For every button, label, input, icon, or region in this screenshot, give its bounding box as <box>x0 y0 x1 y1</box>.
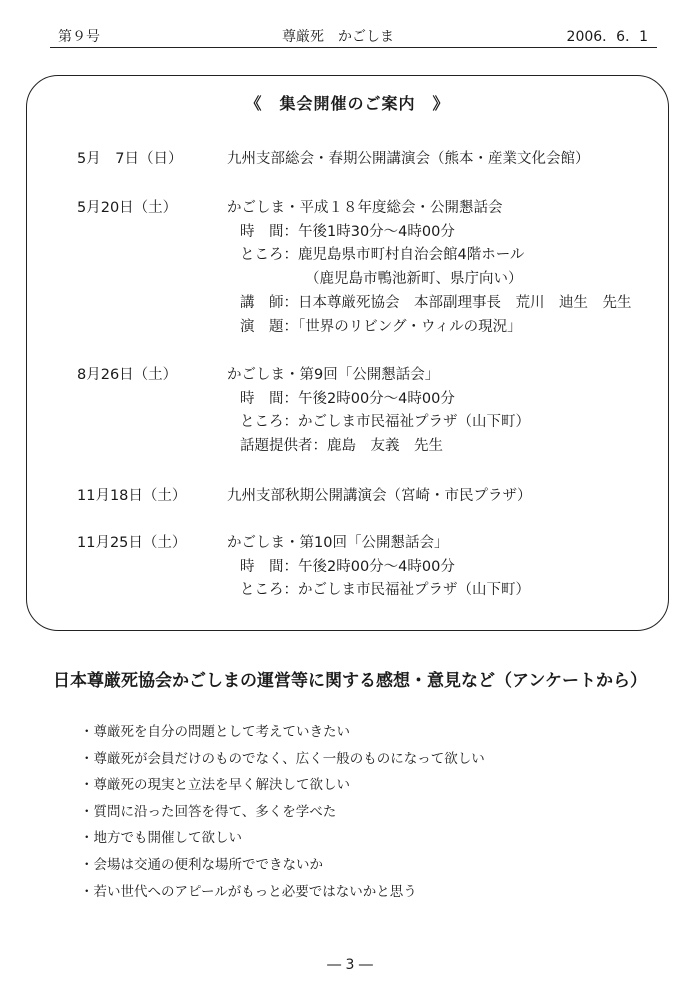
event-detail: 時 間：午後1時30分～4時00分 <box>240 224 455 240</box>
list-item: ・若い世代へのアピールがもっと必要ではないかと思う <box>80 883 417 900</box>
event-detail: 講 師：日本尊厳死協会 本部副理事長 荒川 迪生 先生 <box>240 295 632 311</box>
event-date: 8月26日（土） <box>77 367 178 383</box>
list-item: ・会場は交通の便利な場所でできないか <box>80 856 323 873</box>
event-description: 九州支部秋期公開講演会（宮崎・市民プラザ） <box>227 488 532 504</box>
event-detail: 時 間：午後2時00分～4時00分 <box>240 391 455 407</box>
list-item: ・質問に沿った回答を得て、多くを学べた <box>80 803 337 820</box>
page-header <box>0 26 700 48</box>
page-number: ― 3 ― <box>327 957 373 973</box>
event-date: 5月 7日（日） <box>77 151 183 167</box>
event-description: 九州支部総会・春期公開講演会（熊本・産業文化会館） <box>227 151 590 167</box>
event-description: かごしま・第10回「公開懇話会」 <box>227 535 449 551</box>
opinions-list <box>80 720 485 906</box>
opinions-section-title: 日本尊厳死協会かごしまの運営等に関する感想・意見など（アンケートから） <box>53 671 647 691</box>
list-item: ・尊厳死の現実と立法を早く解決して欲しい <box>80 777 350 794</box>
event-date: 11月25日（土） <box>77 535 187 551</box>
event-detail: ところ：鹿児島県市町村自治会館4階ホール <box>240 247 525 263</box>
list-item: ・尊厳死を自分の問題として考えていきたい <box>80 724 350 740</box>
newsletter-title: 尊厳死 かごしま <box>282 29 394 45</box>
event-description: かごしま・第9回「公開懇話会」 <box>227 367 440 383</box>
event-detail: （鹿児島市鴨池新町、県庁向い） <box>305 271 523 287</box>
event-detail: ところ：かごしま市民福祉プラザ（山下町） <box>240 414 530 430</box>
list-item: ・地方でも開催して欲しい <box>80 830 242 847</box>
header-divider <box>50 47 657 48</box>
event-description: かごしま・平成１８年度総会・公開懇話会 <box>227 200 503 216</box>
event-detail: ところ：かごしま市民福祉プラザ（山下町） <box>240 582 530 598</box>
event-detail: 話題提供者：鹿島 友義 先生 <box>240 438 443 454</box>
meeting-schedule-title: 《 集会開催のご案内 》 <box>245 94 450 113</box>
list-item: ・尊厳死が会員だけのものでなく、広く一般のものになって欲しい <box>80 750 485 767</box>
event-date: 5月20日（土） <box>77 200 178 216</box>
event-detail: 時 間：午後2時00分～4時00分 <box>240 559 455 575</box>
event-date: 11月18日（土） <box>77 488 187 504</box>
meeting-schedule-box <box>26 75 669 631</box>
event-detail: 演 題：「世界のリビング・ウィルの現況」 <box>240 319 522 335</box>
issue-number: 第９号 <box>58 29 100 45</box>
issue-date: 2006．6．1 <box>566 29 648 45</box>
